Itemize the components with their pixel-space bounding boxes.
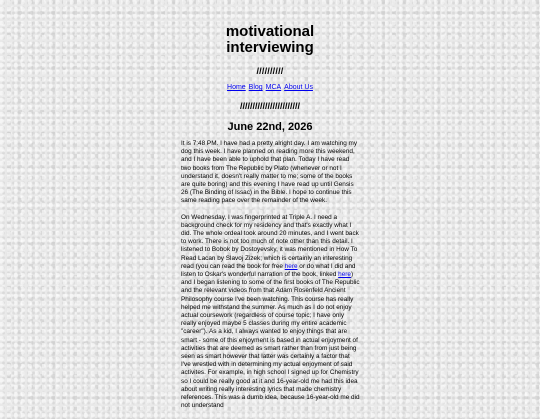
post-paragraph-2 — [181, 214, 361, 411]
post-paragraph-2-text-a: On Wednesday, I was fingerprinted at Triple A. I need a background check for my residency and that's exactly what I did. The whole ordeal took around 20 minutes, and I went back to work. There is not too much of note other than this detail. I listened to Bobok by Dostoyevsky, it was mentioned in How To Read Lacan by Slavoj Zizek; which is certainly an interesting read (you can read the book for free — [181, 213, 359, 270]
nav-link-about-us[interactable]: About Us — [284, 84, 313, 91]
site-title-line2: interviewing — [226, 39, 314, 56]
separator-bottom: //////////////////////// — [239, 101, 300, 111]
post-paragraph-1: It is 7:48 PM. I have had a pretty alright day. I am watching my dog this week. I have planned on reading more this weekend, and I have been able to uphold that plan. Today I have read two books from The Republic by Plato (whenever or not I understand it, doesn't really matter to me; some of the books are quite boring) and this evening I have read up until Gensis 26 (The Binding of Issac) in the Bible. I hope to continue this same reading pace over the remainder of the week. — [181, 140, 358, 205]
post-paragraph-2-text-b: or do what I did and listen to Oskar's wonderful narration of the book, linked — [181, 262, 356, 279]
site-title — [0, 24, 540, 56]
nav-bar — [0, 84, 540, 91]
nav-link-mca[interactable]: MCA — [265, 84, 282, 91]
post-date: June 22nd, 2026 — [227, 121, 313, 133]
nav-link-home[interactable]: Home — [227, 84, 246, 91]
nav-link-blog[interactable]: Blog — [248, 84, 263, 91]
site-title-line1: motivational — [225, 23, 315, 40]
narration-link[interactable]: here — [338, 271, 351, 279]
post-body — [181, 140, 361, 419]
book-link[interactable]: here — [284, 262, 298, 270]
separator-top: ////////// — [256, 66, 284, 76]
post-paragraph-2-text-c: ) and I began listening to some of the first books of The Republic and the relevant videos from that Adam Rosenfeld Ancient Philosophy course I've been watching. This course has really helped me withstand the summer. As much as I do not enjoy actual coursework (regardless of course topic; I have only really enjoyed maybe 5 classes during my entire academic "career"). As a kid, I always wanted to enjoy things that are smart - some of this enjoyment is based in actual enjoyment of activities that are deemed as smart rather than from just being seen as smart however that latter was certainly a factor that I've wrestled with in determining my actual enjoyment of said activites. For example, in high school I signed up for Chemistry so I could be really good at it and 16-year-old me had this idea about writing really interesting lyrics that made chemistry references. This was a dumb idea, because 16-year-old me did not understand — [181, 271, 360, 410]
